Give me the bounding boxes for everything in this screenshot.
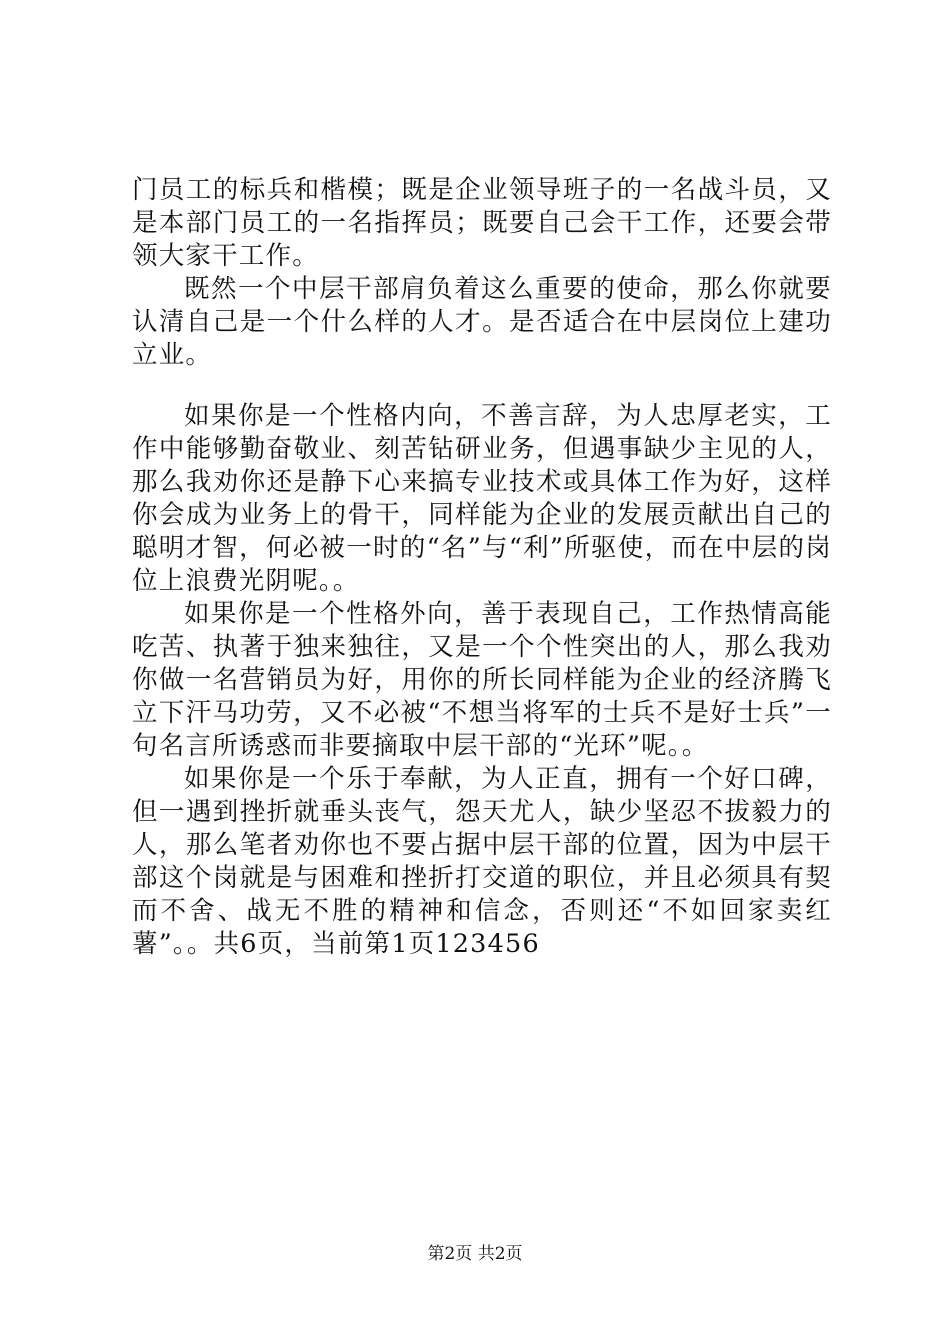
paragraph-1: 门员工的标兵和楷模；既是企业领导班子的一名战斗员，又是本部门员工的一名指挥员；既要自己会干工作，还要会带领大家干工作。 [132, 175, 832, 271]
page-footer [0, 1243, 950, 1265]
document-body [132, 174, 832, 961]
paragraph-5: 如果你是一个乐于奉献，为人正直，拥有一个好口碑，但一遇到挫折就垂头丧气，怨天尤人，缺少坚忍不拔毅力的人，那么笔者劝你也不要占据中层干部的位置，因为中层干部这个岗就是与困难和挫折打交道的职位，并且必须具有契而不舍、战无不胜的精神和信念，否则还“不如回家卖红薯”。。共6页，当前第1页123456 [132, 764, 832, 959]
paragraph-3: 如果你是一个性格内向，不善言辞，为人忠厚老实，工作中能够勤奋敬业、刻苦钻研业务，但遇事缺少主见的人，那么我劝你还是静下心来搞专业技术或具体工作为好，这样你会成为业务上的骨干，同样能为企业的发展贡献出自己的聪明才智，何必被一时的“名”与“利”所驱使，而在中层的岗位上浪费光阴呢。。 [132, 401, 832, 596]
paragraph-4: 如果你是一个性格外向，善于表现自己，工作热情高能吃苦、执著于独来独往，又是一个个性突出的人，那么我劝你做一名营销员为好，用你的所长同样能为企业的经济腾飞立下汗马功劳，又不必被“不想当将军的士兵不是好士兵”一句名言所诱惑而非要摘取中层干部的“光环”呢。。 [132, 599, 832, 761]
page-number: 第2页 共2页 [427, 1244, 523, 1264]
paragraph-2: 既然一个中层干部肩负着这么重要的使命，那么你就要认清自己是一个什么样的人才。是否适合在中层岗位上建功立业。 [132, 274, 832, 370]
